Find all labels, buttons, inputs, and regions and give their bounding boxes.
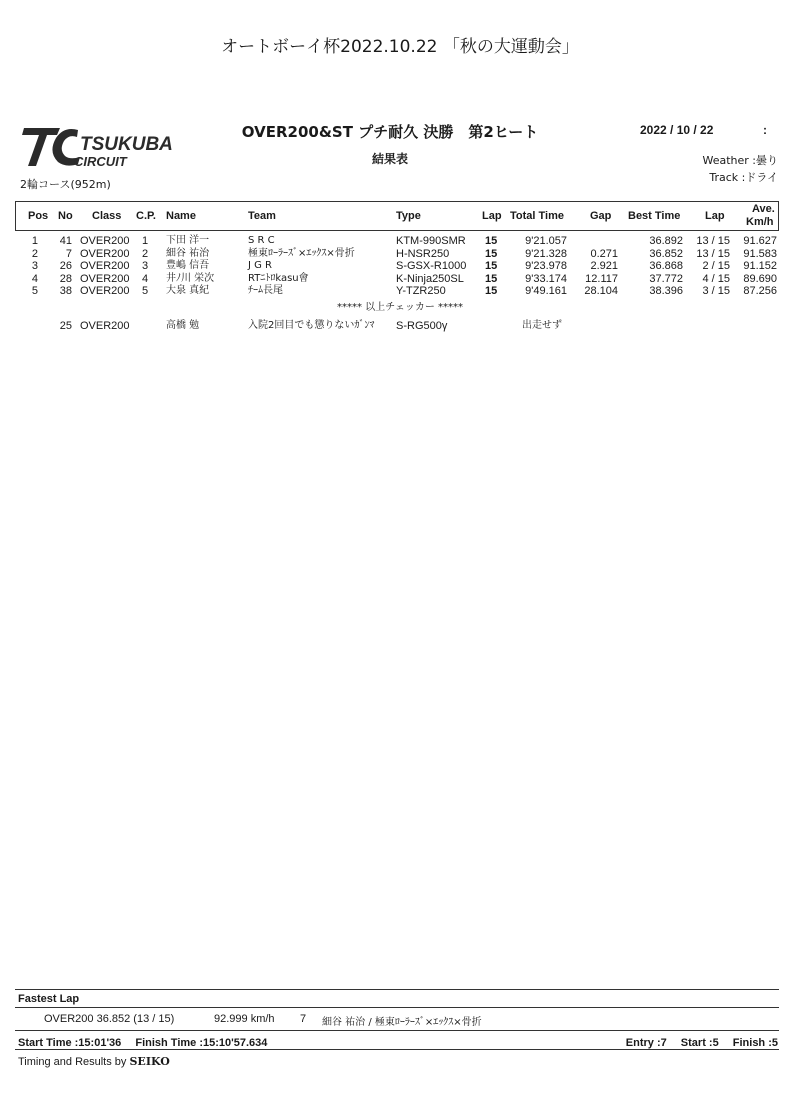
fastest-mid-rule	[15, 1007, 779, 1008]
header-best-lap: Lap	[705, 210, 725, 222]
cell-gap: 2.921	[590, 260, 618, 273]
header-kmh: Km/h	[746, 216, 774, 228]
cell-class: OVER200	[80, 285, 130, 298]
cell-lap: 15	[485, 272, 498, 285]
cell-ave: 91.152	[743, 260, 777, 273]
timing-credit-prefix: Timing and Results by	[18, 1056, 127, 1068]
cell-lap: 15	[485, 260, 498, 273]
fastest-speed: 92.999 km/h	[214, 1013, 275, 1025]
cell-pos: 5	[31, 285, 38, 298]
entry-start-finish-counts: Entry :7 Start :5 Finish :5	[625, 1037, 778, 1049]
cell-cp: 1	[142, 235, 149, 247]
cell-best-lap: 3 / 15	[702, 285, 730, 298]
cell-team: 極東ﾛｰﾗｰｽﾞ×ｴｯｸｽ×骨折	[248, 247, 355, 259]
cell-class: OVER200	[80, 272, 130, 285]
header-team: Team	[248, 210, 276, 222]
header-best-time: Best Time	[628, 210, 681, 222]
cell-cp: 5	[142, 285, 149, 298]
seiko-brand: SEIKO	[129, 1055, 170, 1068]
logo-name: TSUKUBA	[80, 134, 173, 155]
cell-team: ﾁｰﾑ長尾	[248, 285, 283, 297]
cell-type: H-NSR250	[396, 247, 450, 260]
table-row	[0, 235, 800, 247]
dns-type: S-RG500γ	[396, 320, 448, 332]
cell-lap: 15	[485, 235, 498, 247]
cell-type: K-Ninja250SL	[396, 272, 464, 285]
dns-row	[0, 320, 800, 332]
timing-credit	[18, 1055, 170, 1068]
cell-type: S-GSX-R1000	[396, 260, 467, 273]
header-ave: Ave.	[752, 203, 775, 215]
start-finish-times: Start Time :15:01'36 Finish Time :15:10'57.634	[18, 1037, 268, 1049]
cell-gap: 28.104	[584, 285, 618, 298]
cell-pos: 2	[31, 247, 38, 260]
cell-pos: 4	[31, 272, 38, 285]
dns-status: 出走せず	[522, 320, 562, 331]
cell-no: 26	[59, 260, 72, 273]
cell-best-lap: 13 / 15	[696, 247, 730, 260]
logo-sub: CIRCUIT	[74, 154, 127, 169]
fastest-rider: 細谷 祐治 / 極東ﾛｰﾗｰｽﾞ×ｴｯｸｽ×骨折	[322, 1017, 482, 1028]
cell-best: 38.396	[649, 285, 683, 298]
fastest-lap-label: Fastest Lap	[18, 993, 80, 1005]
cell-pos: 1	[31, 235, 38, 247]
cell-ave: 89.690	[743, 272, 777, 285]
dns-no: 25	[59, 320, 72, 332]
header-gap: Gap	[590, 210, 612, 222]
logo-mark-icon	[20, 124, 195, 170]
header-name: Name	[166, 210, 196, 222]
cell-best-lap: 13 / 15	[696, 235, 730, 247]
cell-gap: 0.271	[590, 247, 618, 260]
cell-best-lap: 4 / 15	[702, 272, 730, 285]
cell-gap: 12.117	[585, 272, 618, 285]
cell-total: 9'21.328	[525, 247, 567, 260]
dns-team: 入院2回目でも懲りないｶﾞﾝﾏ	[248, 320, 375, 331]
table-row	[0, 273, 800, 285]
cell-cp: 3	[142, 260, 149, 273]
checker-separator: ***** 以上チェッカー *****	[336, 302, 464, 313]
cell-type: KTM-990SMR	[396, 235, 466, 247]
times-top-rule	[15, 1030, 779, 1031]
header-no: No	[58, 210, 73, 222]
fastest-top-rule	[15, 989, 779, 990]
cell-pos: 3	[31, 260, 38, 273]
cell-type: Y-TZR250	[396, 285, 446, 298]
result-table-label: 結果表	[371, 152, 408, 166]
table-row	[0, 248, 800, 260]
cell-cp: 4	[142, 272, 149, 285]
race-title: OVER200&ST プチ耐久 決勝 第2ヒート	[241, 123, 539, 141]
cell-name: 下田 洋一	[166, 235, 210, 246]
cell-best: 36.892	[649, 235, 683, 247]
cell-team: S R C	[248, 235, 275, 246]
cell-ave: 87.256	[743, 285, 777, 298]
header-class: Class	[92, 210, 122, 222]
cell-lap: 15	[485, 247, 498, 260]
cell-name: 細谷 祐治	[166, 247, 210, 259]
header-cp: C.P.	[136, 210, 156, 222]
cell-total: 9'23.978	[525, 260, 567, 273]
course-label: 2輪コース(952m)	[20, 178, 111, 191]
cell-ave: 91.627	[743, 235, 777, 247]
event-title: オートボーイ杯2022.10.22 「秋の大運動会」	[221, 37, 579, 57]
cell-class: OVER200	[80, 235, 130, 247]
cell-total: 9'33.174	[525, 272, 567, 285]
cell-name: 井ﾉ川 栄次	[166, 272, 215, 284]
cell-class: OVER200	[80, 247, 130, 260]
header-total-time: Total Time	[510, 210, 564, 222]
weather-status: Weather :曇り	[702, 154, 778, 167]
cell-no: 41	[59, 235, 72, 247]
header-lap: Lap	[482, 210, 502, 222]
track-status: Track :ドライ	[709, 171, 778, 184]
cell-best-lap: 2 / 15	[702, 260, 730, 273]
date-colon: :	[763, 123, 767, 137]
dns-class: OVER200	[80, 320, 130, 332]
cell-ave: 91.583	[743, 247, 777, 260]
cell-team: J G R	[248, 260, 273, 272]
times-bottom-rule	[15, 1049, 779, 1050]
fastest-no: 7	[300, 1013, 307, 1025]
cell-best: 36.852	[649, 247, 683, 260]
fastest-class-time: OVER200 36.852 (13 / 15)	[44, 1013, 175, 1025]
tsukuba-circuit-logo	[20, 124, 195, 170]
race-date: 2022 / 10 / 22	[640, 123, 714, 137]
cell-best: 37.772	[649, 272, 683, 285]
cell-no: 38	[59, 285, 72, 298]
cell-lap: 15	[485, 285, 498, 298]
cell-name: 大泉 真紀	[166, 285, 210, 297]
dns-name: 高橋 勉	[166, 320, 200, 331]
cell-total: 9'21.057	[525, 235, 567, 247]
cell-best: 36.868	[649, 260, 683, 273]
header-type: Type	[396, 210, 421, 222]
cell-no: 28	[59, 272, 72, 285]
cell-class: OVER200	[80, 260, 130, 273]
cell-total: 9'49.161	[525, 285, 567, 298]
cell-no: 7	[65, 247, 72, 260]
cell-cp: 2	[142, 247, 149, 260]
header-pos: Pos	[28, 210, 49, 222]
table-row	[0, 260, 800, 272]
cell-team: RTﾆﾄﾛkasu會	[248, 272, 309, 284]
cell-name: 豊嶋 信吾	[166, 260, 210, 272]
table-row	[0, 285, 800, 297]
